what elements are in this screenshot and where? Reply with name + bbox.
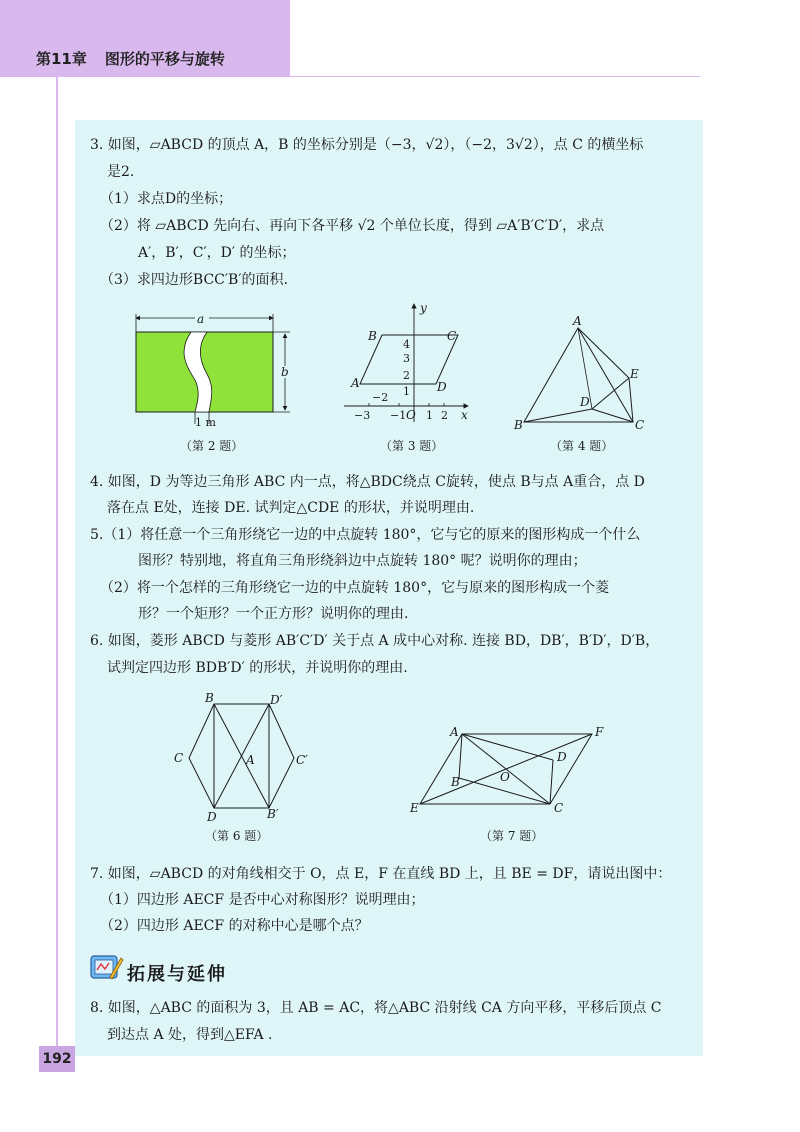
q4-line-1: 4. 如图，D 为等边三角形 ABC 内一点，将△BDC绕点 C旋转，使点 B与点 A重合，点 D bbox=[90, 474, 645, 490]
fig6-point-Cprime: C′ bbox=[296, 753, 308, 767]
fig3-tick-1: 1 bbox=[403, 385, 410, 398]
fig2-label-b: b bbox=[281, 365, 289, 379]
fig3-tick-2: 2 bbox=[403, 369, 410, 382]
pencil-notebook-icon bbox=[88, 950, 124, 984]
q7-line-2: （1）四边形 AECF 是否中心对称图形？说明理由； bbox=[100, 892, 425, 908]
fig2-label-1m: 1 m bbox=[195, 416, 216, 429]
q5-line-3: （2）将一个怎样的三角形绕它一边的中点旋转 180°，它与原来的图形构成一个菱 bbox=[100, 580, 610, 596]
fig7-point-O: O bbox=[500, 770, 510, 784]
figure-2-river-field bbox=[125, 312, 300, 432]
fig3-tick-neg2-y: −2 bbox=[372, 391, 389, 404]
fig4-point-A: A bbox=[573, 314, 582, 328]
q8-line-1: 8. 如图，△ABC 的面积为 3，且 AB = AC，将△ABC 沿射线 CA 方向平移，平移后顶点 C bbox=[90, 1000, 662, 1016]
fig3-tick-pos2: 2 bbox=[441, 409, 448, 422]
figure-7-caption: （第 7 题） bbox=[480, 829, 544, 843]
fig7-point-E: E bbox=[410, 801, 419, 815]
chapter-heading bbox=[36, 48, 243, 69]
chapter-title: 图形的平移与旋转 bbox=[104, 50, 225, 68]
q3-line-5: A′，B′，C′，D′ 的坐标； bbox=[138, 245, 296, 261]
fig3-x-axis-label: x bbox=[461, 408, 468, 422]
fig6-point-B: B bbox=[205, 692, 214, 705]
fig3-origin: O bbox=[406, 408, 416, 422]
fig3-point-D: D bbox=[437, 380, 447, 394]
figure-4-triangle-rotation bbox=[510, 312, 650, 432]
fig3-tick-neg3: −3 bbox=[354, 409, 371, 422]
fig7-point-C: C bbox=[554, 801, 564, 815]
q6-line-2: 试判定四边形 BDB′D′ 的形状，并说明你的理由. bbox=[107, 660, 408, 676]
q3-line-2: 是2. bbox=[107, 164, 135, 180]
fig4-point-D: D bbox=[580, 395, 590, 409]
fig3-tick-pos1: 1 bbox=[426, 409, 433, 422]
figure-2-caption: （第 2 题） bbox=[180, 439, 244, 453]
q3-line-1: 3. 如图，▱ABCD 的顶点 A，B 的坐标分别是（−3，√2），（−2，3√2），点 C 的横坐标 bbox=[90, 137, 644, 153]
figure-4-caption: （第 4 题） bbox=[550, 439, 614, 453]
figure-6-caption: （第 6 题） bbox=[205, 829, 269, 843]
fig4-point-B: B bbox=[514, 418, 523, 432]
figure-3-coordinate-parallelogram bbox=[340, 298, 480, 428]
q3-line-6: （3）求四边形BCC′B′的面积. bbox=[100, 272, 288, 288]
extension-section-title: 拓展与延伸 bbox=[127, 964, 227, 985]
fig7-point-D: D bbox=[557, 750, 567, 764]
q5-line-4: 形？一个矩形？一个正方形？说明你的理由. bbox=[138, 606, 409, 622]
fig3-tick-3: 3 bbox=[403, 352, 410, 365]
fig3-point-C: C bbox=[447, 329, 457, 343]
fig3-tick-4: 4 bbox=[403, 338, 410, 351]
figure-6-hexagon-rhombi bbox=[170, 692, 320, 822]
fig6-point-C: C bbox=[174, 751, 184, 765]
fig6-point-Bprime: B′ bbox=[267, 807, 279, 821]
figure-7-parallelogram-diagonals bbox=[400, 718, 620, 818]
q5-line-1: 5.（1）将任意一个三角形绕它一边的中点旋转 180°，它与它的原来的图形构成一个什么 bbox=[90, 527, 641, 543]
margin-rule bbox=[56, 76, 58, 1056]
q4-line-2: 落在点 E处，连接 DE. 试判定△CDE 的形状，并说明理由. bbox=[107, 500, 475, 516]
q8-line-2: 到达点 A 处，得到△EFA . bbox=[107, 1027, 273, 1043]
q7-line-1: 7. 如图，▱ABCD 的对角线相交于 O，点 E，F 在直线 BD 上，且 BE = DF，请说出图中： bbox=[90, 866, 672, 882]
fig7-point-A: A bbox=[450, 725, 459, 739]
chapter-number: 第11章 bbox=[36, 50, 87, 68]
q7-line-3: （2）四边形 AECF 的对称中心是哪个点？ bbox=[100, 918, 369, 934]
fig7-point-B: B bbox=[451, 775, 460, 789]
fig3-tick-neg1: −1 bbox=[390, 409, 407, 422]
fig2-label-a: a bbox=[197, 312, 205, 326]
q3-line-3: （1）求点D的坐标； bbox=[100, 191, 233, 207]
fig4-point-C: C bbox=[635, 418, 645, 432]
fig3-y-axis-label: y bbox=[420, 301, 427, 315]
q5-line-2: 图形？特别地，将直角三角形绕斜边中点旋转 180° 呢？说明你的理由； bbox=[138, 553, 587, 569]
page-number: 192 bbox=[39, 1046, 75, 1072]
fig4-point-E: E bbox=[630, 367, 639, 381]
fig3-point-B: B bbox=[368, 329, 377, 343]
figure-3-caption: （第 3 题） bbox=[380, 439, 444, 453]
q3-line-4: （2）将 ▱ABCD 先向右、再向下各平移 √2 个单位长度，得到 ▱A′B′C′D′，求点 bbox=[100, 218, 605, 234]
q6-line-1: 6. 如图，菱形 ABCD 与菱形 AB′C′D′ 关于点 A 成中心对称. 连接 BD，DB′，B′D′，D′B， bbox=[90, 633, 660, 649]
fig6-point-Dprime: D′ bbox=[270, 693, 283, 707]
header-rule bbox=[0, 76, 700, 77]
fig3-point-A: A bbox=[351, 376, 360, 390]
fig6-point-D: D bbox=[207, 810, 217, 822]
fig7-point-F: F bbox=[595, 725, 604, 739]
fig6-point-A: A bbox=[246, 753, 255, 767]
